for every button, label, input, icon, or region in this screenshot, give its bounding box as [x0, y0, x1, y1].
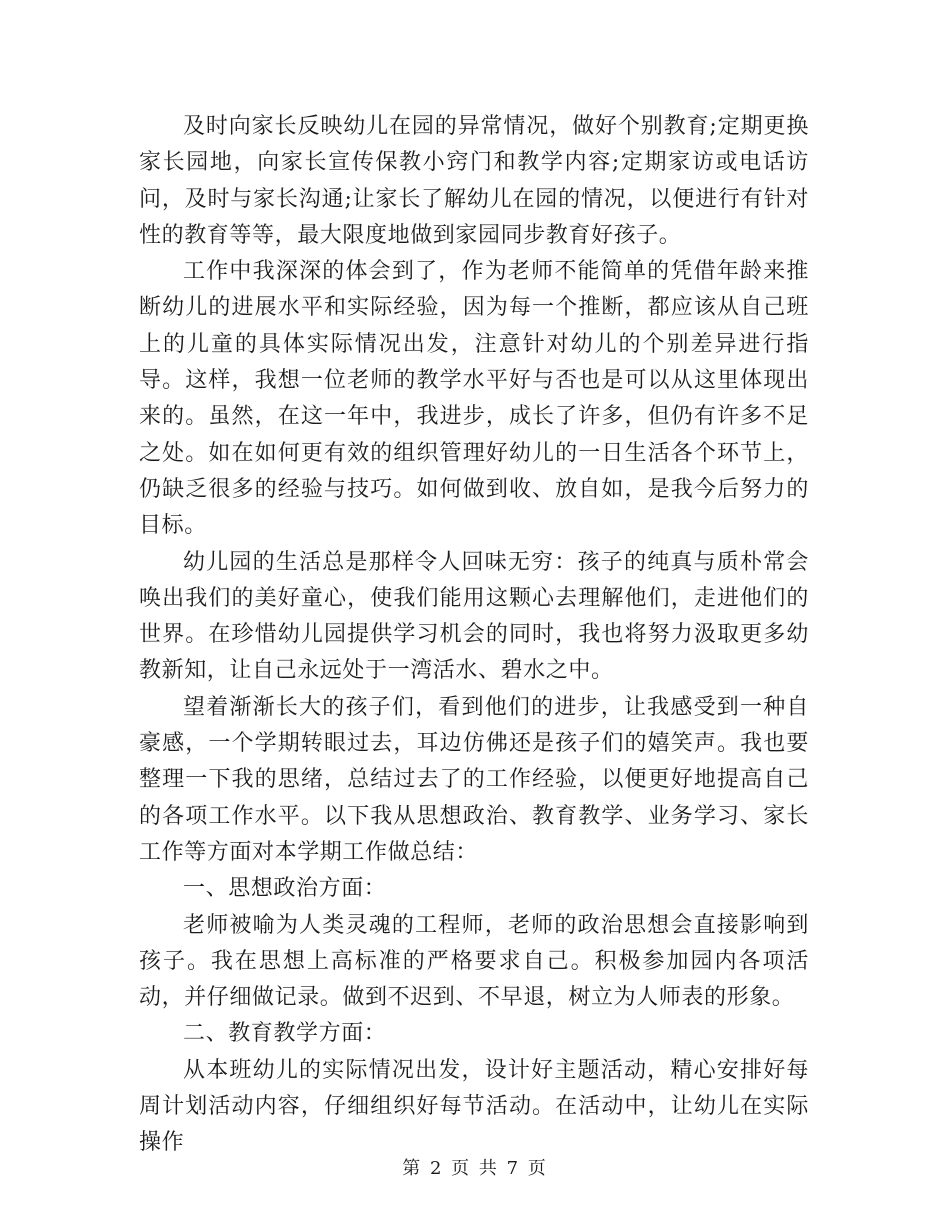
paragraph-ideology: 老师被喻为人类灵魂的工程师，老师的政治思想会直接影响到孩子。我在思想上高标准的严格要求自己。积极参加园内各项活动，并仔细做记录。做到不迟到、不早退，树立为人师表的形象。 [139, 912, 809, 1011]
paragraph-teaching: 从本班幼儿的实际情况出发，设计好主题活动，精心安排好每周计划活动内容，仔细组织好每节活动。在活动中，让幼儿在实际操作 [139, 1057, 809, 1156]
paragraph-kindergarten-life: 幼儿园的生活总是那样令人回味无穷：孩子的纯真与质朴常会唤出我们的美好童心，使我们能用这颗心去理解他们，走进他们的世界。在珍惜幼儿园提供学习机会的同时，我也将努力汲取更多幼教新知，让自己永远处于一湾活水、碧水之中。 [139, 549, 809, 684]
paragraph-parent-communication: 及时向家长反映幼儿在园的异常情况，做好个别教育;定期更换家长园地，向家长宣传保教小窍门和教学内容;定期家访或电话访问，及时与家长沟通;让家长了解幼儿在园的情况，以便进行有针对性的教育等等，最大限度地做到家园同步教育好孩子。 [139, 114, 809, 248]
section-heading-teaching: 二、教育教学方面： [183, 1021, 387, 1047]
page-number-footer: 第 2 页 共 7 页 [402, 1158, 548, 1179]
document-body [139, 109, 809, 1162]
paragraph-work-reflection: 工作中我深深的体会到了，作为老师不能简单的凭借年龄来推断幼儿的进展水平和实际经验，因为每一个推断，都应该从自己班上的儿童的具体实际情况出发，注意针对幼儿的个别差异进行指导。这样，我想一位老师的教学水平好与否也是可以从这里体现出来的。虽然，在这一年中，我进步，成长了许多，但仍有许多不足之处。如在如何更有效的组织管理好幼儿的一日生活各个环节上，仍缺乏很多的经验与技巧。如何做到收、放自如，是我今后努力的目标。 [139, 259, 809, 539]
section-heading-ideology: 一、思想政治方面： [183, 876, 387, 902]
paragraph-semester-summary-intro: 望着渐渐长大的孩子们，看到他们的进步，让我感受到一种自豪感，一个学期转眼过去，耳边仿佛还是孩子们的嬉笑声。我也要整理一下我的思绪，总结过去了的工作经验，以便更好地提高自己的各项工作水平。以下我从思想政治、教育教学、业务学习、家长工作等方面对本学期工作做总结： [139, 694, 809, 865]
